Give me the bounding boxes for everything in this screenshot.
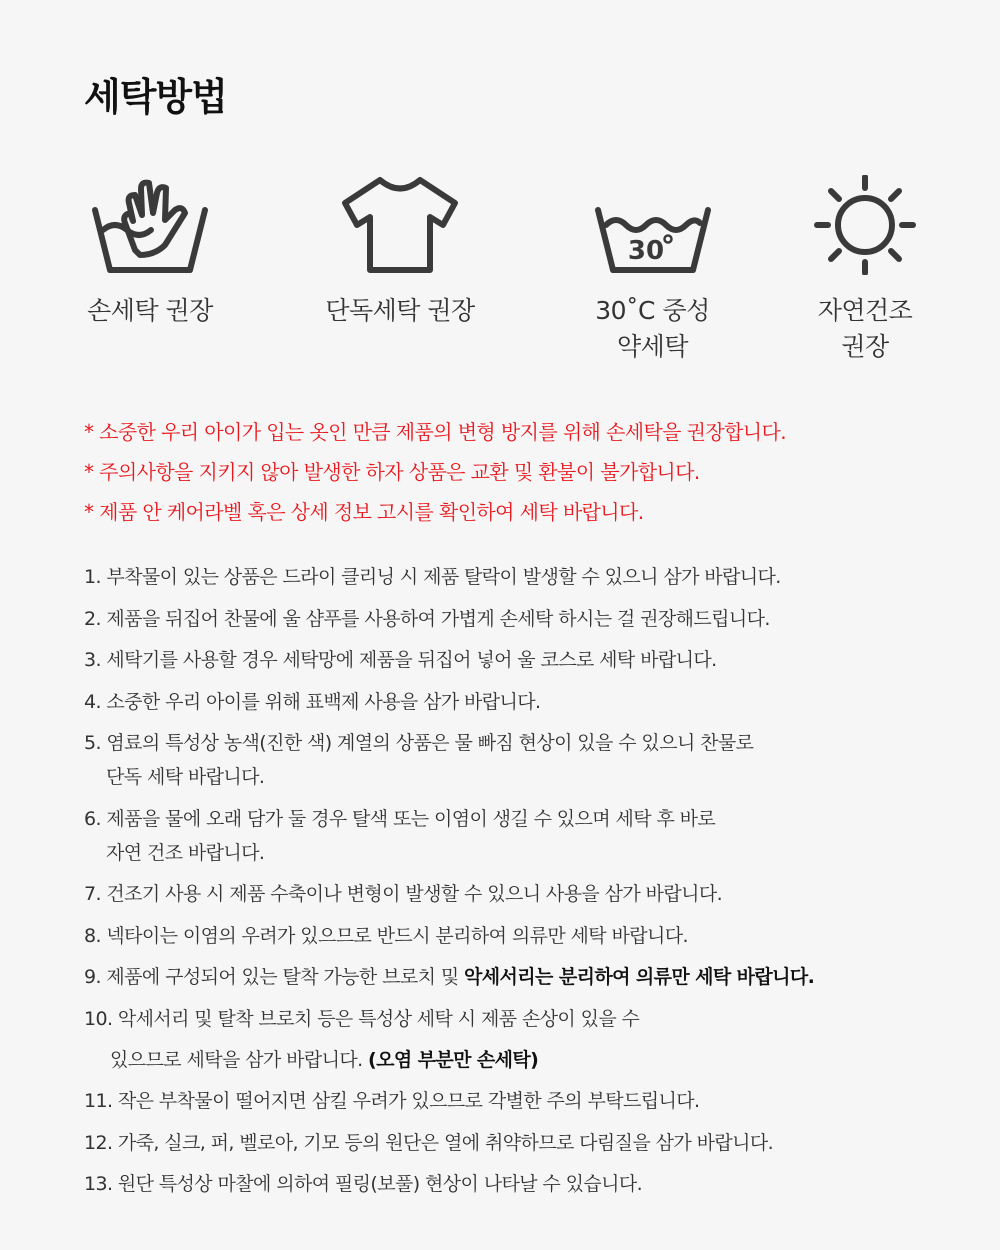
note-text: 1. 부착물이 있는 상품은 드라이 클리닝 시 제품 탈락이 발생할 수 있으니 삼가 바랍니다.	[84, 566, 781, 588]
note-item	[84, 726, 964, 794]
care-item-natural-dry	[795, 175, 935, 365]
note-text: 11. 작은 부착물이 떨어지면 삼킬 우려가 있으므로 각별한 주의 부탁드립니다.	[84, 1090, 700, 1112]
note-item	[84, 643, 964, 677]
icon-label-line: 단독세탁 권장	[325, 296, 475, 325]
care-item-hand-wash	[60, 175, 240, 329]
note-item	[84, 919, 964, 953]
note-item	[84, 802, 964, 870]
note-text: 4. 소중한 우리 아이를 위해 표백제 사용을 삼가 바랍니다.	[84, 690, 541, 713]
sun-icon	[810, 175, 920, 275]
warnings	[84, 412, 964, 532]
note-emphasis: 악세서리는 분리하여 의류만 세탁 바랍니다.	[464, 966, 815, 988]
warning-line: * 제품 안 케어라벨 혹은 상세 정보 고시를 확인하여 세탁 바랍니다.	[84, 500, 644, 524]
page-title: 세탁방법	[84, 75, 227, 119]
note-emphasis: (오염 부분만 손세탁)	[368, 1048, 539, 1071]
warning-line: * 주의사항을 지키지 않아 발생한 하자 상품은 교환 및 환불이 불가합니다.	[84, 460, 700, 484]
note-item	[84, 1126, 964, 1160]
note-text: 9. 제품에 구성되어 있는 탈착 가능한 브로치 및	[84, 966, 465, 988]
washing-notes	[84, 560, 964, 1209]
note-item	[84, 1084, 964, 1118]
care-item-wash-30	[560, 175, 745, 365]
note-text: 있으므로 세탁을 삼가 바랍니다.	[110, 1048, 369, 1071]
note-item	[84, 877, 964, 911]
icon-label-line: 약세탁	[617, 332, 688, 361]
icon-label-line: 권장	[841, 332, 889, 361]
wash-30-icon	[588, 175, 718, 275]
care-icons	[0, 175, 1000, 375]
note-text: 3. 세탁기를 사용할 경우 세탁망에 제품을 뒤집어 넣어 울 코스로 세탁 바랍니다.	[84, 649, 717, 671]
note-item	[84, 1002, 964, 1077]
note-text: 2. 제품을 뒤집어 찬물에 울 샴푸를 사용하여 가볍게 손세탁 하시는 걸 권장해드립니다.	[84, 607, 770, 630]
note-item	[84, 960, 964, 994]
hand-wash-icon	[85, 175, 215, 275]
wash-temp-text: 30	[627, 236, 664, 266]
icon-label-line: 30˚C 중성	[595, 296, 710, 325]
note-text: 12. 가죽, 실크, 퍼, 벨로아, 기모 등의 원단은 열에 취약하므로 다림질을 삼가 바랍니다.	[84, 1131, 774, 1154]
note-text-continued	[84, 1043, 964, 1077]
note-item	[84, 685, 964, 719]
note-text: 6. 제품을 물에 오래 담가 둘 경우 탈색 또는 이염이 생길 수 있으며 세탁 후 바로	[84, 807, 716, 830]
note-text: 5. 염료의 특성상 농색(진한 색) 계열의 상품은 물 빠짐 현상이 있을 수 있으니 찬물로	[84, 732, 754, 754]
note-text: 13. 원단 특성상 마찰에 의하여 필링(보풀) 현상이 나타날 수 있습니다.	[84, 1173, 643, 1195]
note-item	[84, 1167, 964, 1201]
note-item	[84, 560, 964, 594]
warning-line: * 소중한 우리 아이가 입는 옷인 만큼 제품의 변형 방지를 위해 손세탁을 권장합니다.	[84, 420, 787, 444]
care-item-separate-wash	[305, 175, 495, 329]
note-item	[84, 602, 964, 636]
t-shirt-icon	[335, 175, 465, 275]
note-text: 7. 건조기 사용 시 제품 수축이나 변형이 발생할 수 있으니 사용을 삼가 바랍니다.	[84, 883, 723, 905]
note-text: 8. 넥타이는 이염의 우려가 있으므로 반드시 분리하여 의류만 세탁 바랍니다.	[84, 924, 688, 947]
icon-label-line: 손세탁 권장	[87, 296, 213, 325]
icon-label-line: 자연건조	[817, 296, 913, 325]
note-text: 10. 악세서리 및 탈착 브로치 등은 특성상 세탁 시 제품 손상이 있을 수	[84, 1007, 640, 1030]
note-text-continued: 단독 세탁 바랍니다.	[106, 766, 265, 788]
note-text-continued: 자연 건조 바랍니다.	[106, 841, 265, 864]
